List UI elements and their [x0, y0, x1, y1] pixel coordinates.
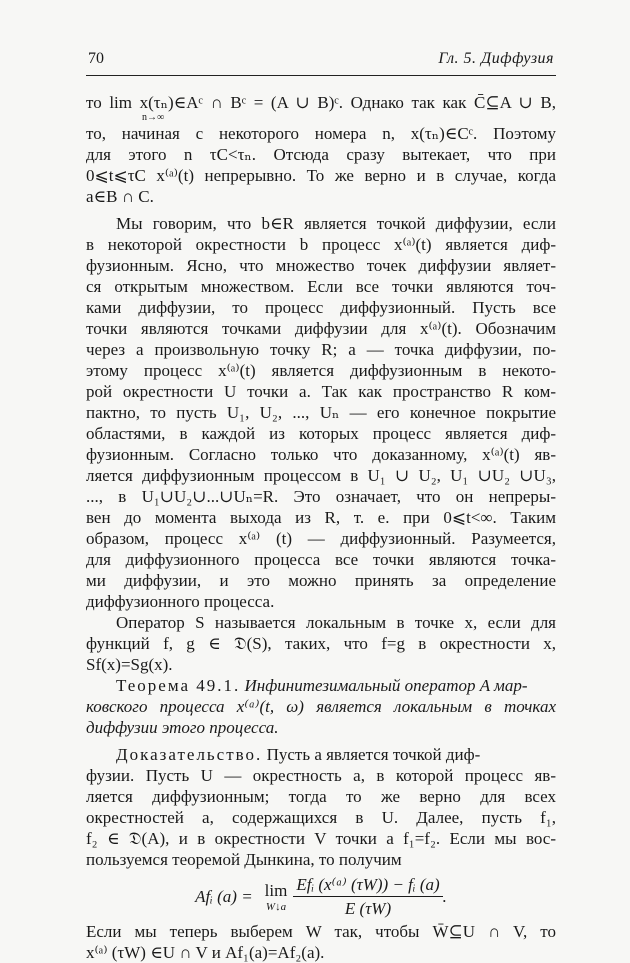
- text-line: областями, в каждой из которых процесс является диф-: [86, 424, 556, 443]
- limit-subscript: W↓a: [265, 901, 287, 913]
- text-line: 0⩽t⩽τC x⁽ᵃ⁾(t) непрерывно. То же верно и в случае, когда: [86, 166, 556, 185]
- text-line: ся открытым множеством. Если все точки являются точ-: [86, 277, 556, 296]
- text-line: для этого n τC<τₙ. Отсюда сразу вытекает, что при: [86, 145, 556, 164]
- fraction-numerator: Efᵢ (x⁽ᵃ⁾ (τW)) − fᵢ (a): [293, 874, 442, 897]
- text-line: фузионным. Согласно только что доказанному, x⁽ᵃ⁾(t) яв-: [86, 445, 556, 464]
- text-line: Sf(x)=Sg(x).: [86, 655, 173, 674]
- text-line: точки являются точками диффузии для x⁽ᵃ⁾(t). Обозначим: [86, 319, 556, 338]
- page-number: 70: [88, 50, 104, 67]
- formula-limit: [265, 880, 288, 913]
- fraction-denominator: E (τW): [344, 899, 392, 918]
- paragraph-limit: [86, 92, 556, 207]
- proof-line: [86, 744, 556, 765]
- dynkin-formula: [86, 874, 556, 919]
- theorem: [86, 675, 556, 738]
- text-line: f₂ ∈ 𝔇(A), и в окрестности V точки a f₁=f₂. Если мы вос-: [86, 829, 556, 848]
- text-line: в некоторой окрестности b процесс x⁽ᵃ⁾(t) является диф-: [86, 235, 556, 254]
- text-line: ляется диффузионным процессом в U₁ ∪ U₂, U₁ ∪U₂ ∪U₃,: [86, 466, 556, 485]
- text-line: Если мы теперь выберем W так, чтобы W̄⊆U ∩ V, то: [86, 922, 556, 941]
- theorem-line: [86, 675, 556, 696]
- theorem-text: Инфинитезимальный оператор A мар-: [244, 676, 528, 695]
- theorem-label: Теорема 49.1.: [116, 676, 241, 695]
- limit-word: lim: [264, 881, 288, 900]
- text-line: Мы говорим, что b∈R является точкой диффузии, если: [116, 214, 556, 233]
- proof: [86, 744, 556, 870]
- text-line: то, начиная с некоторого номера n, x(τₙ)∈Cᶜ. Поэтому: [86, 124, 556, 143]
- text-line: фузии. Пусть U — окрестность a, в которой процесс яв-: [86, 766, 556, 785]
- page-body: [86, 92, 556, 963]
- text-line: то lim x(τₙ)∈Aᶜ ∩ Bᶜ = (A ∪ B)ᶜ. Однако так как C̄⊆A ∪ B,: [86, 93, 556, 112]
- text-line: пользуемся теоремой Дынкина, то получим: [86, 850, 402, 869]
- proof-label: Доказательство.: [116, 745, 263, 764]
- formula-period: .: [442, 887, 447, 906]
- running-title: Гл. 5. Диффузия: [438, 50, 554, 67]
- paragraph-diffusion-points: [86, 213, 556, 612]
- text-line: ками диффузии, то процесс диффузионный. Пусть все: [86, 298, 556, 317]
- text-line: x⁽ᵃ⁾ (τW) ∈U ∩ V и Af₁(a)=Af₂(a).: [86, 943, 325, 962]
- text-line: образом, процесс x⁽ᵃ⁾ (t) — диффузионный. Разумеется,: [86, 529, 556, 548]
- text-line: этому процесс x⁽ᵃ⁾(t) является диффузионным в некото-: [86, 361, 556, 380]
- formula-lhs: Afᵢ (a) =: [195, 887, 253, 906]
- limit-subscript: n→∞: [142, 113, 165, 123]
- text-line: диффузионного процесса.: [86, 592, 275, 611]
- paragraph-conclusion: [86, 921, 556, 963]
- text-line: для диффузионного процесса все точки являются точка-: [86, 550, 556, 569]
- text-line: ..., в U₁∪U₂∪...∪Uₙ=R. Это означает, что он непреры-: [86, 487, 556, 506]
- proof-text: Пусть a является точкой диф-: [266, 745, 481, 764]
- text-line: рой окрестности U точки a. Так как пространство R ком-: [86, 382, 556, 401]
- text-line: a∈B ∩ C.: [86, 187, 154, 206]
- text-line: фузионным. Ясно, что множество точек диффузии являет-: [86, 256, 556, 275]
- text-line: через a произвольную точку R; a — точка диффузии, по-: [86, 340, 556, 359]
- paragraph-local-operator: [86, 612, 556, 675]
- theorem-line: ковского процесса x⁽ᵃ⁾(t, ω) является локальным в точках: [86, 697, 556, 716]
- text-line: ми диффузии, и это можно принять за определение: [86, 571, 556, 590]
- text-line: функций f, g ∈ 𝔇(S), таких, что f=g в окрестности x,: [86, 634, 556, 653]
- text-line: окрестностей a, содержащихся в U. Далее, пусть f₁,: [86, 808, 556, 827]
- text-line: ляется диффузионным; тогда то же верно для всех: [86, 787, 556, 806]
- text-line: вен до момента выхода из R, т. е. при 0⩽t<∞. Таким: [86, 508, 556, 527]
- theorem-line: диффузии этого процесса.: [86, 718, 279, 737]
- header-rule: [86, 75, 556, 76]
- text-line: пактно, то пусть U₁, U₂, ..., Uₙ — его конечное покрытие: [86, 403, 556, 422]
- text-line: Оператор S называется локальным в точке x, если для: [116, 613, 556, 632]
- formula-fraction: [293, 874, 442, 919]
